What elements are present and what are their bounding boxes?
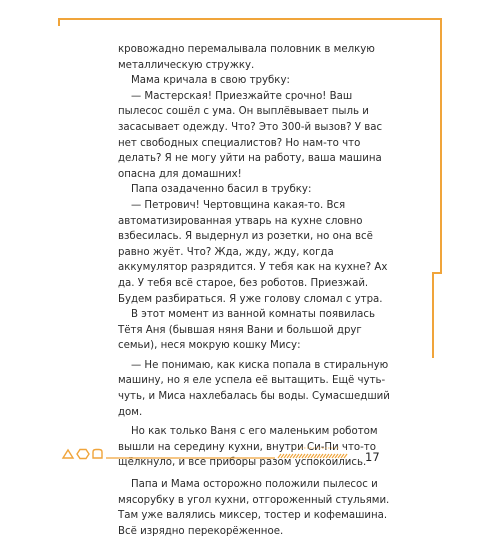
paragraph: — Петрович! Чертовщина какая-то. Вся автоматизированная утварь на кухне словно взбесилась. Я выдернул из розетки, но она всё равно жуёт. Что? Жда, жду, жду, когда аккумулятор разрядится. У тебя как на кухне? Ах да. У тебя всё старое, без роботов. Приезжай. Будем разбираться. Я уже голову сломал с утра.	[118, 199, 388, 305]
footer-stripes	[278, 454, 347, 458]
frame-top-line	[58, 18, 440, 20]
paragraph: Папа и Мама осторожно положили пылесос и мясорубку в угол кухни, отгороженный стульями. Там уже валялись миксер, тостер и кофемашина. Всё изрядно перекорёженное.	[118, 479, 390, 537]
footer-decoration	[0, 440, 500, 500]
paragraph: кровожадно перемалывала половник в мелкую металлическую стружку.	[118, 44, 375, 71]
paragraph: Мама кричала в свою трубку:	[131, 75, 290, 87]
paragraph: Но как только Ваня с его маленьким роботом вышли на середину кухни, внутри Си-Пи что-то щёлкнуло, и все приборы разом успокоились.	[118, 426, 378, 469]
paragraph: Папа озадаченно басил в трубку:	[131, 184, 312, 196]
circle-icon	[93, 450, 102, 459]
paragraph: В этот момент из ванной комнаты появилась Тётя Аня (бывшая няня Вани и большой друг семьи), неся мокрую кошку Мису:	[118, 309, 375, 352]
page-number: 17	[365, 450, 380, 464]
paragraph: — Не понимаю, как киска попала в стиральную машину, но я еле успела её вытащить. Ещё чуть-чуть, и Миса нахлебалась бы воды. Сумасшедший дом.	[118, 359, 390, 418]
page-footer	[0, 440, 500, 500]
frame-right-step-line	[432, 273, 434, 358]
frame-right-line	[440, 18, 442, 273]
hexagon-icon	[77, 450, 89, 459]
paragraph: — Мастерская! Приезжайте срочно! Ваш пылесос сошёл с ума. Он выплёвывает пыль и засасывает одежду. Что? Это 300-й вызов? У вас нет свободных специалистов? Но нам-то что делать? Я не могу уйти на работу, ваша машина опасна для домашних!	[118, 90, 383, 180]
triangle-icon	[63, 450, 73, 458]
frame-step-link	[432, 272, 442, 274]
